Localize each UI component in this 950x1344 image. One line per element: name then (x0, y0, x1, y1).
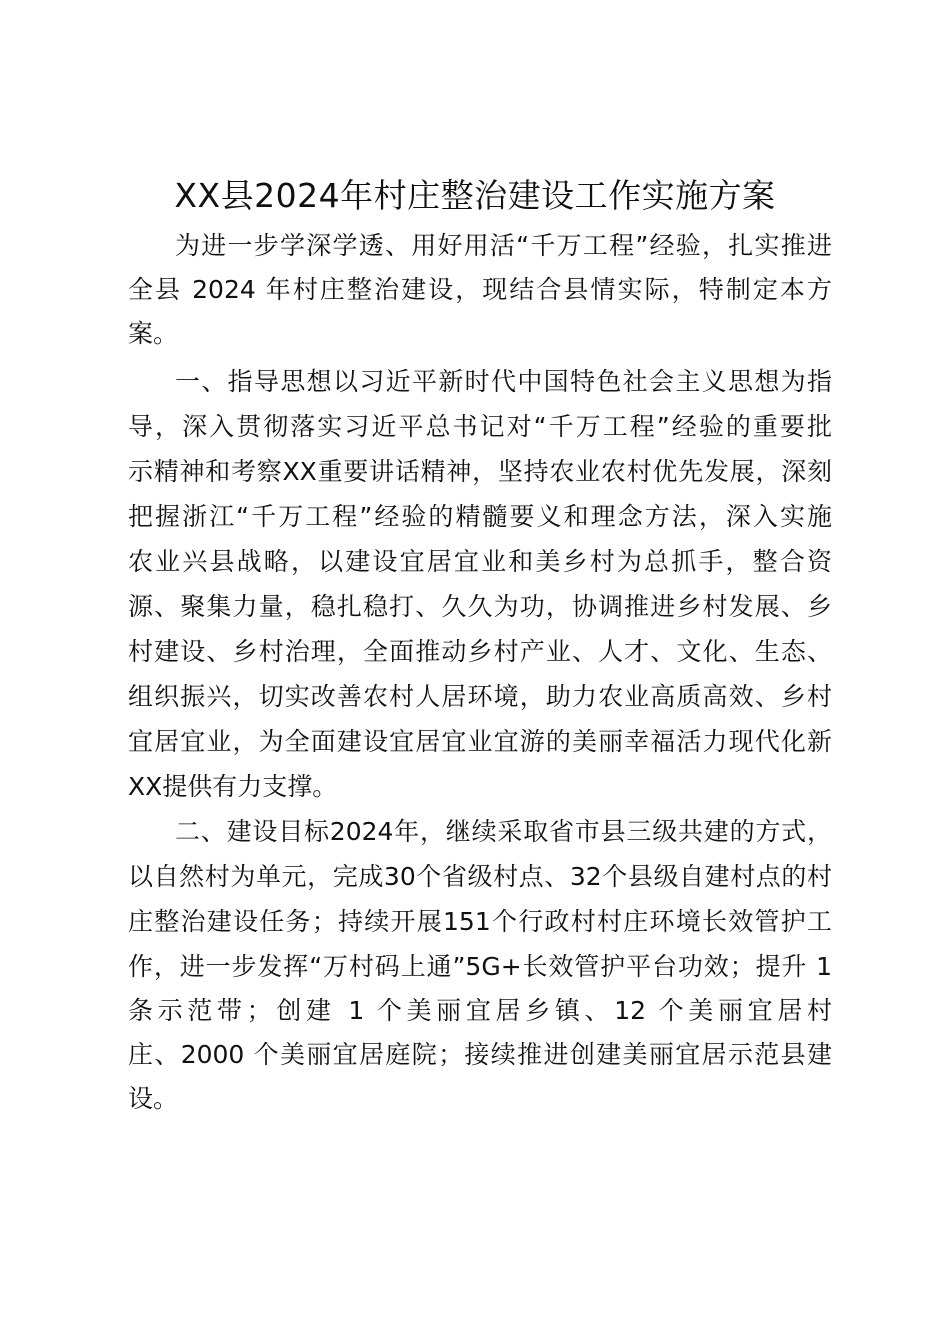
paragraph-2-line-3: 示精神和考察XX重要讲话精神，坚持农业农村优先发展，深刻 (128, 457, 832, 486)
paragraph-2-line-10: XX提供有力支撑。 (128, 772, 338, 801)
paragraph-1-line-1: 为进一步学深学透、用好用活“千万工程”经验，扎实推进 (175, 231, 832, 260)
paragraph-3-line-6: 庄、2000 个美丽宜居庭院；接续推进创建美丽宜居示范县建 (128, 1040, 832, 1069)
paragraph-3-line-5: 条示范带；创建 1 个美丽宜居乡镇、12 个美丽宜居村 (128, 996, 832, 1025)
paragraph-1-line-2: 全县 2024 年村庄整治建设，现结合县情实际，特制定本方 (128, 275, 832, 304)
paragraph-2-line-1: 一、指导思想以习近平新时代中国特色社会主义思想为指 (175, 367, 832, 396)
paragraph-2-line-8: 组织振兴，切实改善农村人居环境，助力农业高质高效、乡村 (128, 682, 832, 711)
paragraph-1-line-3: 案。 (128, 319, 179, 348)
paragraph-3-line-2: 以自然村为单元，完成30个省级村点、32个县级自建村点的村 (128, 862, 832, 891)
paragraph-2-line-4: 把握浙江“千万工程”经验的精髓要义和理念方法，深入实施 (128, 502, 832, 531)
paragraph-3-line-3: 庄整治建设任务；持续开展151个行政村村庄环境长效管护工 (128, 907, 832, 936)
document-title: XX县2024年村庄整治建设工作实施方案 (174, 176, 776, 215)
paragraph-3-line-1: 二、建设目标2024年，继续采取省市县三级共建的方式， (175, 817, 832, 846)
paragraph-3-line-7: 设。 (128, 1084, 179, 1113)
paragraph-2-line-9: 宜居宜业，为全面建设宜居宜业宜游的美丽幸福活力现代化新 (128, 727, 832, 756)
paragraph-2-line-2: 导，深入贯彻落实习近平总书记对“千万工程”经验的重要批 (128, 412, 832, 441)
paragraph-3-line-4: 作，进一步发挥“万村码上通”5G+长效管护平台功效；提升 1 (128, 952, 832, 981)
paragraph-2-line-6: 源、聚集力量，稳扎稳打、久久为功，协调推进乡村发展、乡 (128, 592, 832, 621)
paragraph-2-line-5: 农业兴县战略，以建设宜居宜业和美乡村为总抓手，整合资 (128, 547, 832, 576)
paragraph-2-line-7: 村建设、乡村治理，全面推动乡村产业、人才、文化、生态、 (128, 637, 832, 666)
